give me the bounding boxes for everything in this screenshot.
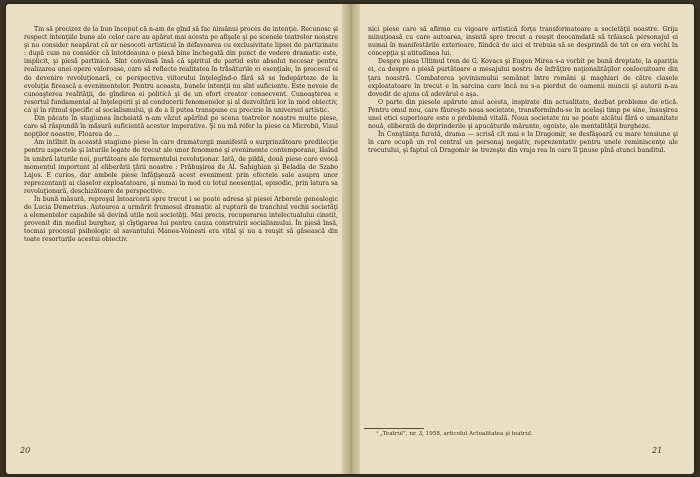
right-page: [368, 26, 678, 446]
right-paragraph: O parte din piesele apărute anul acesta, inspirate din actualitate, dezbat probleme de etică. Pentru omul nou, care făureşte noua societate, transformîndu-se în acelaşi timp pe sine, însuşirea unei etici superioare este o problemă vitală. Noua societate nu se poate alcătui fără o umanitate nouă, eliberată de deprinderile şi apucăturile mărunte, egoiste, ale mentalităţii burgheze.: [368, 98, 678, 131]
page-number-left: 20: [20, 446, 31, 455]
right-paragraph: În Conştiinţa furată, drama — scrisă cît mai e la Dragomir, se desfăşoară cu mare tensiune şi în care ocupă un rol central un personaj negativ, reprezentativ pentru unele reminiscenţe ale trecutului, şi faptul că Dragomir se trezeşte din vraja rea în care îl ţinuse pînă atunci banditul.: [368, 131, 678, 155]
left-page: [24, 26, 338, 446]
left-paragraph: Din păcate în stagiunea încheiată n-am văzut apărînd pe scena teatrelor noastre multe piese, care să răspundă în măsură suficientă acestor imperative. Şi nu mă refer la piese ca Microbii, Visul nopţilor noastre, Floarea de ...: [24, 115, 338, 139]
right-paragraph: nici piese care să afirme cu vigoare artistică forţa transformatoare a societăţii noastre. Grija minuţioasă cu care autoarea, insistă spre trecut a reuşit deocamdată să trăiască personajul ei numai în manifestările exterioare, fiindcă de aici el trebuia să se desprindă de tot ce era vechi în concepţia şi atitudinea lui.: [368, 26, 678, 58]
left-paragraph: Am intîlnit în această stagiune piese în care dramaturgii manifestă o surprinzătoare predilecţie pentru aspectele şi laturile legate de trecut ale unor fenomene şi evenimente contemporane, lăsînd în umbră laturile noi, purtătoare ale fermentului revoluţionar. Iată, de pildă, două piese care evocă momentul important al eliberării ţării noastre : Prăbuşirea de Al. Sahighian şi Beladia de Szabo Lajos. E curios, dar ambele piese înfăţişează acest eveniment prin efectele sale asupra unor reprezentanţi ai claselor exploatatoare, şi numai în mod cu totul neesenţial, episodic, prin latura sa revoluţionară, deschizătoare de perspective.: [24, 139, 338, 195]
book-gutter: [342, 4, 360, 474]
footnote-rule: [364, 428, 424, 429]
page-number-right: 21: [652, 446, 663, 455]
left-paragraph: În bună măsură, reproşul întoarcerii spre trecut i se poate adresa şi piesei Arborele genealogic de Lucia Demetrius. Autoarea a urmărit frumosul dramatic al rupturii de tranchiul vechii societăţi a elementelor capabile să devină utile noii societăţi. Mai precis, recuperarea intelectualului cinstit, provenit din mediul burghez, şi cîştigarea lui pentru cauza construirii socialismului. În piesă însă, tocmai procesul psihologic al savantului Manea-Voinesti era vital şi nu a reuşit să găsească din toate resorturile acestui obiectiv.: [24, 195, 338, 244]
book-spread: [6, 4, 694, 474]
footnote: ¹ „Teatrul”, nr. 3, 1958, articolul Actualitatea şi teatrul.: [376, 431, 533, 437]
right-paragraph: Despre piesa Ultimul tren de G. Kovacs şi Eugen Mirea s-a vorbit pe bună dreptate, la apariţia ei, ca despre o piesă purtătoare a mesajului nostru de înfrăţire naţionalităţilor conlocuitoare din ţara noastră. Combaterea şovinismului semănat între români şi maghiari de către clasele exploatatoare în trecut e în sarcina care încă nu s-a pierdut de oamenii muncii şi autorii n-au dovedit de ajuns că adevărul e aşa.: [368, 58, 678, 98]
left-paragraph: Tin să precizez de la bun început că n-am de gînd să fac nimănui proces de intenţie. Recunosc şi respect intenţiile bune ale celor care au apărut mai acesta pe afişele şi pe scenele teatrelor noastre şi nu consider neapărat că ar nesocoti artisticul în defavoarea cu exclusivitate lipsei de partizinate : după cum nu consider că întotdeauna o piesă bine închegată din punct de vedere dramatic este, implicit, şi piesă partinică. Sînt convinsă însă că spiritul de partid este absolut necesar pentru realizarea unei opere valoroase, care să reflecte realitatea în trăsăturile ei esenţiale, în procesul ei de devenire revoluţionară, ce perspectiva viitorului înţelegînd-o fără să se îndepărteze de la evoluţia firească a evenimentelor. Pentru aceasta, bunele intenţii nu sînt suficiente. Este nevoie de cunoaşterea realităţii, de gîndirea ei politică şi de un efort creator consecvent. Cunoaşterea e resortul fundamental al înţelegerii şi al conducerii fenomenelor şi al dezvoltării lor în mod obiectiv, ca şi în ritmul specific al socialismului, şi de a îl putea transpune cu precizie în universul artistic.: [24, 26, 338, 114]
